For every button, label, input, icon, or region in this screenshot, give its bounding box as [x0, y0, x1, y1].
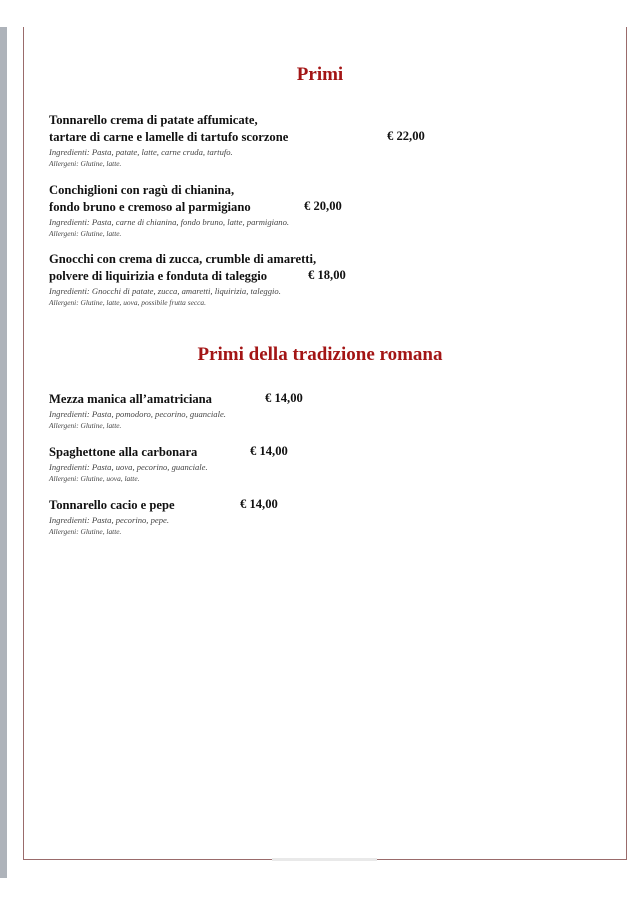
dish-name-line1: Tonnarello crema di patate affumicate,: [49, 113, 258, 127]
dish-price: € 14,00: [265, 391, 303, 405]
dish-ingredients: Ingredienti: Pasta, pecorino, pepe.: [49, 515, 169, 525]
dish-name-line1: Gnocchi con crema di zucca, crumble di amaretti,: [49, 252, 317, 266]
menu-item: [49, 444, 208, 484]
dish-name-line2: polvere di liquirizia e fonduta di taleggio: [49, 269, 268, 283]
menu-item: [49, 182, 289, 239]
dish-price: € 18,00: [308, 268, 346, 282]
dish-name-line2: tartare di carne e lamelle di tartufo scorzone: [49, 130, 289, 144]
dish-ingredients: Ingredienti: Pasta, pomodoro, pecorino, guanciale.: [49, 409, 226, 419]
dish-name: Tonnarello cacio e pepe: [49, 498, 175, 512]
menu-item: [49, 112, 288, 169]
dish-price: € 20,00: [304, 199, 342, 213]
dish-allergens: Allergeni: Glutine, latte.: [49, 421, 122, 430]
scrollbar-edge: [0, 27, 7, 878]
dish-name-line1: Conchiglioni con ragù di chianina,: [49, 183, 235, 197]
dish-allergens: Allergeni: Glutine, latte, uova, possibile frutta secca.: [49, 298, 206, 307]
section-title-primi: Primi: [296, 64, 344, 85]
section-title-romana: Primi della tradizione romana: [197, 344, 443, 365]
dish-price: € 14,00: [250, 444, 288, 458]
dish-ingredients: Ingredienti: Gnocchi di patate, zucca, amaretti, liquirizia, taleggio.: [49, 286, 281, 296]
dish-name: Spaghettone alla carbonara: [49, 445, 198, 459]
frame-gap: [272, 858, 377, 861]
dish-name-line2: fondo bruno e cremoso al parmigiano: [49, 200, 251, 214]
dish-name: Mezza manica all’amatriciana: [49, 392, 212, 406]
dish-allergens: Allergeni: Glutine, latte.: [49, 159, 122, 168]
dish-allergens: Allergeni: Glutine, latte.: [49, 229, 122, 238]
dish-ingredients: Ingredienti: Pasta, carne di chianina, fondo bruno, latte, parmigiano.: [49, 217, 290, 227]
menu-item: [49, 497, 175, 537]
dish-price: € 22,00: [387, 129, 425, 143]
menu-item: [49, 251, 316, 308]
dish-ingredients: Ingredienti: Pasta, uova, pecorino, guanciale.: [49, 462, 208, 472]
dish-allergens: Allergeni: Glutine, latte.: [49, 527, 122, 536]
dish-ingredients: Ingredienti: Pasta, patate, latte, carne cruda, tartufo.: [49, 147, 233, 157]
dish-price: € 14,00: [240, 497, 278, 511]
dish-allergens: Allergeni: Glutine, uova, latte.: [49, 474, 140, 483]
menu-item: [49, 391, 226, 431]
